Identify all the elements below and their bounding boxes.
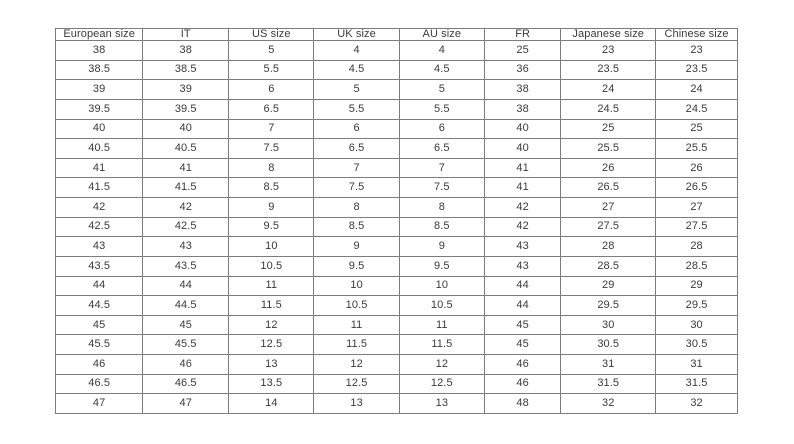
table-cell: 9 [229, 198, 314, 218]
table-cell: 30 [656, 315, 738, 335]
table-cell: 26 [561, 158, 656, 178]
table-cell: 44.5 [143, 296, 229, 316]
table-cell: 45 [56, 315, 143, 335]
table-cell: 45.5 [56, 335, 143, 355]
table-cell: 29 [656, 276, 738, 296]
table-cell: 23.5 [656, 60, 738, 80]
table-cell: 40 [484, 139, 560, 159]
table-cell: 10.5 [399, 296, 484, 316]
table-cell: 42 [484, 217, 560, 237]
table-cell: 13 [399, 394, 484, 414]
table-cell: 46 [143, 355, 229, 375]
table-cell: 41 [143, 158, 229, 178]
table-cell: 8 [229, 158, 314, 178]
column-header-chinese-size: Chinese size [656, 29, 738, 41]
table-cell: 46.5 [56, 374, 143, 394]
table-cell: 41 [484, 158, 560, 178]
table-cell: 45 [143, 315, 229, 335]
table-cell: 32 [656, 394, 738, 414]
table-cell: 38.5 [56, 60, 143, 80]
table-cell: 11 [314, 315, 399, 335]
table-cell: 8.5 [229, 178, 314, 198]
table-cell: 38 [143, 41, 229, 61]
table-cell: 28.5 [561, 256, 656, 276]
table-cell: 41 [484, 178, 560, 198]
table-row [56, 41, 738, 61]
table-cell: 5 [314, 80, 399, 100]
table-cell: 11.5 [314, 335, 399, 355]
table-cell: 44 [484, 276, 560, 296]
table-cell: 25 [561, 119, 656, 139]
table-cell: 8 [314, 198, 399, 218]
table-cell: 7.5 [314, 178, 399, 198]
table-cell: 40 [56, 119, 143, 139]
table-cell: 6 [314, 119, 399, 139]
table-row [56, 394, 738, 414]
table-cell: 44 [143, 276, 229, 296]
table-cell: 7.5 [399, 178, 484, 198]
table-cell: 24 [656, 80, 738, 100]
table-cell: 30.5 [656, 335, 738, 355]
table-cell: 27 [561, 198, 656, 218]
table-cell: 24.5 [561, 99, 656, 119]
table-cell: 29.5 [656, 296, 738, 316]
table-cell: 8.5 [314, 217, 399, 237]
column-header-it: IT [143, 29, 229, 41]
table-cell: 7 [314, 158, 399, 178]
table-cell: 31.5 [656, 374, 738, 394]
table-cell: 9.5 [314, 256, 399, 276]
table-cell: 5.5 [229, 60, 314, 80]
table-cell: 26 [656, 158, 738, 178]
table-cell: 25.5 [561, 139, 656, 159]
table-cell: 44.5 [56, 296, 143, 316]
table-cell: 36 [484, 60, 560, 80]
table-row [56, 198, 738, 218]
table-cell: 13 [229, 355, 314, 375]
table-cell: 43 [484, 237, 560, 257]
table-cell: 46 [484, 374, 560, 394]
table-cell: 46 [56, 355, 143, 375]
table-cell: 4 [314, 41, 399, 61]
table-cell: 46 [484, 355, 560, 375]
table-cell: 43.5 [56, 256, 143, 276]
table-cell: 5 [229, 41, 314, 61]
table-row [56, 296, 738, 316]
table-cell: 27.5 [561, 217, 656, 237]
table-cell: 40.5 [143, 139, 229, 159]
table-cell: 40 [143, 119, 229, 139]
table-cell: 8 [399, 198, 484, 218]
table-row [56, 99, 738, 119]
table-cell: 12.5 [229, 335, 314, 355]
table-cell: 47 [56, 394, 143, 414]
table-row [56, 139, 738, 159]
table-cell: 38.5 [143, 60, 229, 80]
table-cell: 30 [561, 315, 656, 335]
table-cell: 43 [143, 237, 229, 257]
table-cell: 45 [484, 315, 560, 335]
table-cell: 5.5 [399, 99, 484, 119]
table-cell: 25.5 [656, 139, 738, 159]
table-cell: 9 [314, 237, 399, 257]
table-cell: 39 [143, 80, 229, 100]
table-cell: 38 [484, 99, 560, 119]
table-cell: 4.5 [399, 60, 484, 80]
table-row [56, 60, 738, 80]
table-cell: 29.5 [561, 296, 656, 316]
table-cell: 13 [314, 394, 399, 414]
table-cell: 13.5 [229, 374, 314, 394]
table-cell: 48 [484, 394, 560, 414]
table-cell: 6.5 [229, 99, 314, 119]
table-cell: 31.5 [561, 374, 656, 394]
table-row [56, 237, 738, 257]
table-cell: 6.5 [399, 139, 484, 159]
table-row [56, 256, 738, 276]
table-row [56, 119, 738, 139]
table-cell: 25 [656, 119, 738, 139]
table-cell: 10.5 [229, 256, 314, 276]
table-cell: 12 [399, 355, 484, 375]
table-cell: 10 [399, 276, 484, 296]
table-cell: 47 [143, 394, 229, 414]
table-cell: 12.5 [314, 374, 399, 394]
table-cell: 42 [484, 198, 560, 218]
table-cell: 43.5 [143, 256, 229, 276]
table-row [56, 374, 738, 394]
table-cell: 5.5 [314, 99, 399, 119]
table-cell: 42 [143, 198, 229, 218]
table-cell: 27.5 [656, 217, 738, 237]
table-cell: 26.5 [561, 178, 656, 198]
table-row [56, 178, 738, 198]
table-cell: 40 [484, 119, 560, 139]
table-cell: 43 [56, 237, 143, 257]
table-cell: 6 [399, 119, 484, 139]
table-cell: 41.5 [56, 178, 143, 198]
table-cell: 25 [484, 41, 560, 61]
table-cell: 9.5 [229, 217, 314, 237]
column-header-fr: FR [484, 29, 560, 41]
table-cell: 46.5 [143, 374, 229, 394]
table-header [56, 29, 738, 41]
table-cell: 39.5 [56, 99, 143, 119]
table-cell: 23 [561, 41, 656, 61]
table-cell: 11.5 [399, 335, 484, 355]
table-cell: 12 [314, 355, 399, 375]
header-row [56, 29, 738, 41]
table-body [56, 41, 738, 414]
table-cell: 32 [561, 394, 656, 414]
column-header-european-size: European size [56, 29, 143, 41]
table-cell: 42 [56, 198, 143, 218]
table-cell: 9 [399, 237, 484, 257]
table-cell: 44 [56, 276, 143, 296]
table-cell: 31 [561, 355, 656, 375]
table-cell: 41.5 [143, 178, 229, 198]
table-cell: 40.5 [56, 139, 143, 159]
table-cell: 28 [656, 237, 738, 257]
table-row [56, 315, 738, 335]
table-cell: 27 [656, 198, 738, 218]
table-cell: 11 [399, 315, 484, 335]
table-cell: 8.5 [399, 217, 484, 237]
table-cell: 26.5 [656, 178, 738, 198]
table-cell: 43 [484, 256, 560, 276]
table-cell: 38 [56, 41, 143, 61]
table-cell: 10 [229, 237, 314, 257]
table-cell: 39 [56, 80, 143, 100]
table-row [56, 158, 738, 178]
table-cell: 12 [229, 315, 314, 335]
table-cell: 28.5 [656, 256, 738, 276]
size-conversion-table-container [55, 28, 738, 414]
table-row [56, 355, 738, 375]
table-row [56, 335, 738, 355]
table-cell: 31 [656, 355, 738, 375]
table-row [56, 276, 738, 296]
column-header-uk-size: UK size [314, 29, 399, 41]
table-cell: 23.5 [561, 60, 656, 80]
table-cell: 4.5 [314, 60, 399, 80]
table-cell: 5 [399, 80, 484, 100]
table-cell: 38 [484, 80, 560, 100]
size-conversion-table [55, 28, 738, 414]
table-cell: 24 [561, 80, 656, 100]
column-header-au-size: AU size [399, 29, 484, 41]
table-cell: 11 [229, 276, 314, 296]
table-cell: 14 [229, 394, 314, 414]
table-cell: 10 [314, 276, 399, 296]
table-cell: 44 [484, 296, 560, 316]
column-header-japanese-size: Japanese size [561, 29, 656, 41]
table-cell: 45.5 [143, 335, 229, 355]
table-cell: 7.5 [229, 139, 314, 159]
table-cell: 6.5 [314, 139, 399, 159]
table-cell: 6 [229, 80, 314, 100]
table-cell: 24.5 [656, 99, 738, 119]
table-cell: 39.5 [143, 99, 229, 119]
table-cell: 42.5 [56, 217, 143, 237]
table-cell: 9.5 [399, 256, 484, 276]
table-cell: 42.5 [143, 217, 229, 237]
table-cell: 7 [399, 158, 484, 178]
table-cell: 11.5 [229, 296, 314, 316]
table-cell: 45 [484, 335, 560, 355]
table-cell: 29 [561, 276, 656, 296]
column-header-us-size: US size [229, 29, 314, 41]
table-cell: 28 [561, 237, 656, 257]
table-cell: 23 [656, 41, 738, 61]
table-cell: 12.5 [399, 374, 484, 394]
table-cell: 41 [56, 158, 143, 178]
table-row [56, 80, 738, 100]
table-cell: 7 [229, 119, 314, 139]
table-cell: 4 [399, 41, 484, 61]
table-row [56, 217, 738, 237]
table-cell: 30.5 [561, 335, 656, 355]
table-cell: 10.5 [314, 296, 399, 316]
